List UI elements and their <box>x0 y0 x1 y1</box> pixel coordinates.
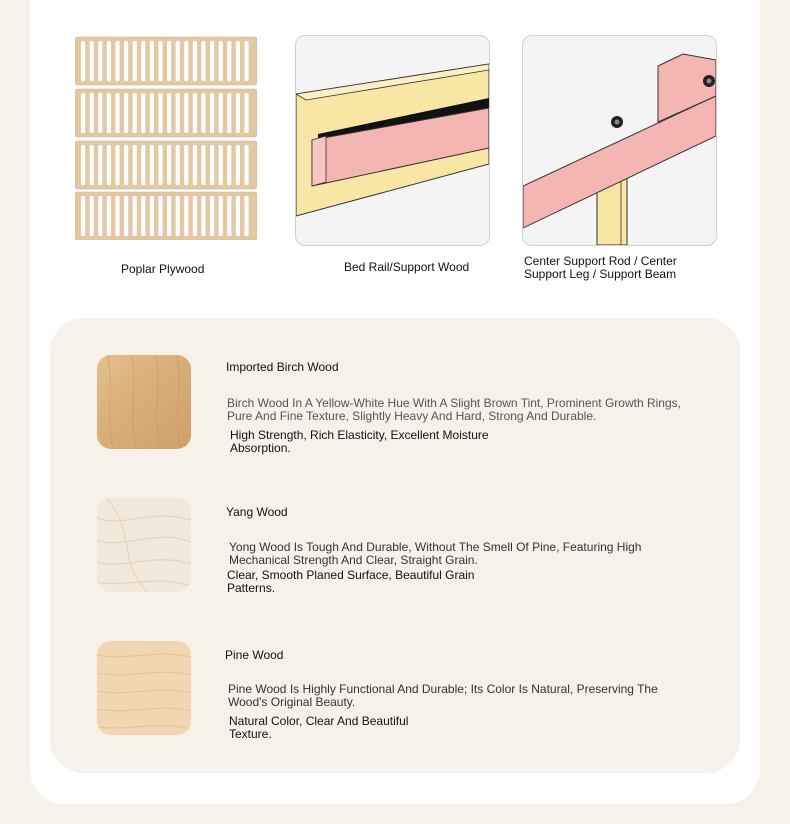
birch-wood-title: Imported Birch Wood <box>226 360 339 374</box>
plywood-slot <box>210 196 214 236</box>
plywood-slot <box>201 93 205 133</box>
plywood-slot <box>90 196 94 236</box>
plywood-slot <box>193 93 197 133</box>
plywood-slot <box>167 145 171 185</box>
plywood-slot <box>176 145 180 185</box>
birch-wood-description: Birch Wood In A Yellow-White Hue With A Slight Brown Tint, Prominent Growth Rings, Pure And Fine Texture, Slightly Heavy And Hard, Strong And Durable. <box>227 396 681 423</box>
plywood-slot <box>150 196 154 236</box>
plywood-slot <box>98 145 102 185</box>
plywood-slot <box>201 145 205 185</box>
plywood-slot <box>184 41 188 81</box>
plywood-slot <box>227 41 231 81</box>
pine-wood-description: Pine Wood Is Highly Functional And Durable; Its Color Is Natural, Preserving The Wood's Original Beauty. <box>228 682 658 709</box>
plywood-slot <box>124 145 128 185</box>
plywood-slot <box>81 93 85 133</box>
plywood-slot <box>244 41 248 81</box>
plywood-slot <box>184 196 188 236</box>
plywood-slot <box>115 145 119 185</box>
plywood-slot <box>210 93 214 133</box>
plywood-slot <box>90 93 94 133</box>
plywood-slot <box>219 196 223 236</box>
plywood-slot <box>227 93 231 133</box>
plywood-slot <box>227 196 231 236</box>
plywood-slot <box>210 41 214 81</box>
plywood-slot <box>210 145 214 185</box>
plywood-slot <box>219 93 223 133</box>
yang-wood-swatch <box>97 498 191 592</box>
plywood-slot <box>158 145 162 185</box>
pine-wood-feature: Natural Color, Clear And Beautiful Texture. <box>229 714 409 741</box>
plywood-slot <box>124 196 128 236</box>
plywood-slot <box>167 41 171 81</box>
plywood-slot <box>107 93 111 133</box>
yang-wood-title: Yang Wood <box>226 505 288 519</box>
plywood-slot <box>244 196 248 236</box>
plywood-slot <box>90 145 94 185</box>
plywood-slot <box>107 196 111 236</box>
plywood-slot <box>124 41 128 81</box>
plywood-slot <box>244 145 248 185</box>
plywood-slot <box>98 93 102 133</box>
plywood-slot <box>158 196 162 236</box>
bed-rail-image <box>295 35 490 246</box>
plywood-slot <box>227 145 231 185</box>
plywood-slot <box>176 93 180 133</box>
birch-wood-swatch <box>97 355 191 449</box>
plywood-slot <box>184 145 188 185</box>
plywood-slot <box>115 196 119 236</box>
plywood-slot <box>184 93 188 133</box>
plywood-slot <box>193 145 197 185</box>
plywood-slot <box>141 196 145 236</box>
plywood-slot <box>236 196 240 236</box>
plywood-slot <box>150 93 154 133</box>
plywood-slot <box>219 145 223 185</box>
plywood-slot <box>107 145 111 185</box>
pine-wood-title: Pine Wood <box>225 648 284 662</box>
plywood-slot <box>133 145 137 185</box>
plywood-slot <box>98 41 102 81</box>
plywood-caption: Poplar Plywood <box>121 262 205 276</box>
plywood-slot <box>81 41 85 81</box>
plywood-slot <box>167 93 171 133</box>
plywood-slot <box>81 196 85 236</box>
plywood-slot <box>236 93 240 133</box>
plywood-slot <box>193 41 197 81</box>
plywood-slot <box>219 41 223 81</box>
plywood-slot <box>115 41 119 81</box>
plywood-slot <box>158 93 162 133</box>
plywood-slot <box>141 145 145 185</box>
plywood-slot <box>115 93 119 133</box>
plywood-slot <box>98 196 102 236</box>
plywood-image <box>75 35 257 240</box>
plywood-slot <box>193 196 197 236</box>
bed-rail-caption: Bed Rail/Support Wood <box>344 260 470 274</box>
center-support-caption: Center Support Rod / Center Support Leg / Support Beam <box>524 254 677 281</box>
pine-wood-swatch <box>97 641 191 735</box>
plywood-slot <box>107 41 111 81</box>
plywood-slot <box>133 93 137 133</box>
birch-wood-feature: High Strength, Rich Elasticity, Excellent Moisture Absorption. <box>230 428 489 455</box>
center-support-image <box>522 35 717 246</box>
plywood-slot <box>81 145 85 185</box>
plywood-slot <box>201 41 205 81</box>
plywood-slot <box>236 145 240 185</box>
plywood-slot <box>167 196 171 236</box>
plywood-slot <box>176 196 180 236</box>
plywood-slot <box>244 93 248 133</box>
plywood-slot <box>124 93 128 133</box>
plywood-slot <box>150 145 154 185</box>
plywood-slot <box>90 41 94 81</box>
plywood-slot <box>141 93 145 133</box>
plywood-slot <box>141 41 145 81</box>
yang-wood-description: Yong Wood Is Tough And Durable, Without The Smell Of Pine, Featuring High Mechanical Strength And Clear, Straight Grain. <box>229 540 642 567</box>
plywood-slot <box>133 196 137 236</box>
plywood-slot <box>176 41 180 81</box>
plywood-slot <box>236 41 240 81</box>
plywood-slot <box>201 196 205 236</box>
plywood-slot <box>150 41 154 81</box>
plywood-slot <box>133 41 137 81</box>
yang-wood-feature: Clear, Smooth Planed Surface, Beautiful Grain Patterns. <box>227 568 475 595</box>
plywood-slot <box>158 41 162 81</box>
